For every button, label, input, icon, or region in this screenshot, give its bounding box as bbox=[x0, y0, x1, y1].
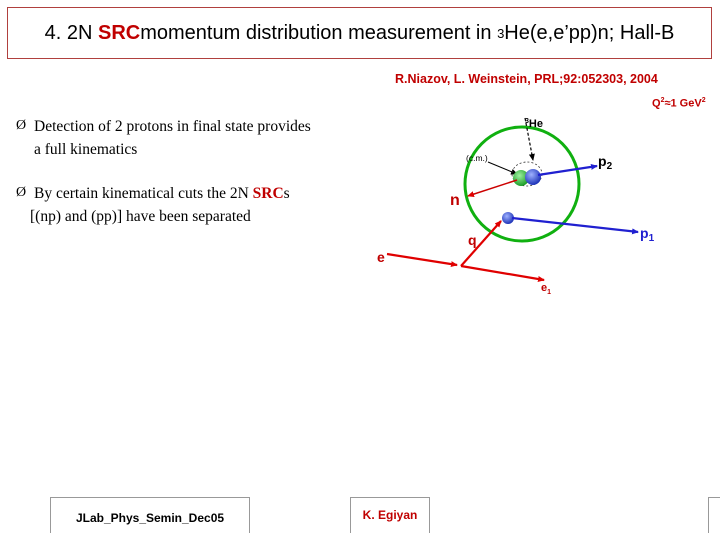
neutron-track bbox=[468, 180, 517, 196]
bullet-arrow-icon: Ø bbox=[16, 118, 27, 133]
title-highlight: SRC bbox=[98, 21, 141, 44]
title-sup: 3 bbox=[497, 25, 505, 41]
cm-label: (c.m.) bbox=[466, 153, 488, 163]
e-prime-label: $e_1$ bbox=[541, 282, 552, 296]
bullet-1-line-1: Detection of 2 protons in final state provides bbox=[34, 118, 311, 135]
cm-pointer-line bbox=[488, 162, 517, 174]
p1-track bbox=[512, 218, 638, 232]
scattered-electron bbox=[461, 266, 544, 280]
p2-label: $p_2$ bbox=[598, 153, 613, 172]
q2-sup1: 2 bbox=[660, 97, 665, 104]
bullet-arrow-icon: Ø bbox=[16, 185, 27, 200]
bullet-2-line-2: [(np) and (pp)] have been separated bbox=[30, 208, 251, 225]
e-label: e bbox=[377, 249, 385, 265]
n-label: n bbox=[450, 192, 460, 209]
virtual-photon-q bbox=[461, 221, 501, 266]
q2-sup2: 2 bbox=[701, 97, 706, 104]
bullet-2-pre: By certain kinematical cuts the 2N bbox=[34, 185, 253, 202]
q2-pre: Q bbox=[652, 97, 661, 110]
p1-label: $p_1$ bbox=[640, 225, 655, 244]
he-label: $^3$He bbox=[525, 118, 543, 130]
bullet-1-line-2: a full kinematics bbox=[34, 141, 138, 158]
title-post: He(e,e’pp)n; Hall-B bbox=[504, 21, 675, 44]
incoming-electron bbox=[387, 254, 457, 265]
citation: R.Niazov, L. Weinstein, PRL;92:052303, 2004 bbox=[395, 72, 658, 86]
title-mid: momentum distribution measurement in bbox=[140, 21, 492, 44]
bullet-2-highlight: SRC bbox=[252, 185, 284, 202]
bullet-2-post: s bbox=[283, 185, 290, 202]
p2-track bbox=[538, 166, 597, 175]
blue-nucleon-sphere bbox=[525, 169, 541, 185]
footer-author: K. Egiyan bbox=[350, 497, 430, 533]
q2-mid: ≈1 GeV bbox=[664, 97, 702, 110]
footer-left: JLab_Phys_Semin_Dec05 bbox=[50, 497, 250, 533]
title-pre: 4. 2N bbox=[44, 21, 93, 44]
footer-right-box bbox=[708, 497, 720, 533]
q-label: q bbox=[468, 232, 477, 248]
